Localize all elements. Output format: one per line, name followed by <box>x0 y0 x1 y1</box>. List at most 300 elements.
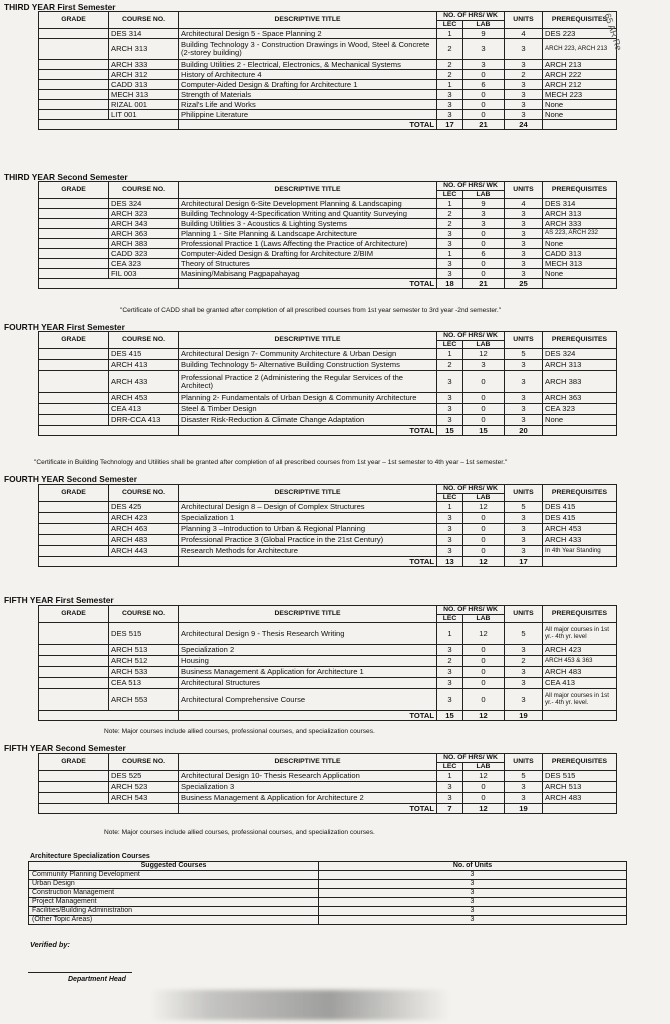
course-code: ARCH 533 <box>109 667 179 678</box>
course-title: Housing <box>179 656 437 667</box>
course-code: DRR-CCA 413 <box>109 415 179 426</box>
lab-hours: 0 <box>463 546 505 557</box>
course-row <box>39 199 617 209</box>
lec-hours: 2 <box>437 209 463 219</box>
course-code: ARCH 343 <box>109 219 179 229</box>
total-label: TOTAL <box>179 557 437 567</box>
grade-cell <box>39 110 109 120</box>
units-value: 3 <box>505 782 543 793</box>
course-title: Rizal's Life and Works <box>179 100 437 110</box>
total-blank-cell <box>39 557 179 567</box>
units-header: UNITS <box>505 12 543 29</box>
total-row <box>39 557 617 567</box>
course-row <box>39 623 617 645</box>
course-title: Research Methods for Architecture <box>179 546 437 557</box>
course-title: Architectural Design 7- Community Architecture & Urban Design <box>179 349 437 360</box>
prerequisite-value: ARCH 213 <box>543 60 617 70</box>
prerequisite-value: CEA 413 <box>543 678 617 689</box>
course-code: ARCH 543 <box>109 793 179 804</box>
lec-hours: 3 <box>437 90 463 100</box>
course-title: Specialization 3 <box>179 782 437 793</box>
lec-hours: 3 <box>437 259 463 269</box>
total-lab: 21 <box>463 279 505 289</box>
lec-hours: 3 <box>437 678 463 689</box>
lab-hours: 3 <box>463 39 505 60</box>
lab-hours: 12 <box>463 349 505 360</box>
course-code: ARCH 453 <box>109 393 179 404</box>
grade-cell <box>39 678 109 689</box>
prerequisite-value: CEA 323 <box>543 404 617 415</box>
course-title: Architectural Design 9 - Thesis Research Writing <box>179 623 437 645</box>
prerequisite-value: None <box>543 110 617 120</box>
grade-cell <box>39 249 109 259</box>
grade-cell <box>39 70 109 80</box>
prerequisites-header: PREREQUISITES <box>543 485 617 502</box>
semester-title: FOURTH YEAR Second Semester <box>4 474 137 484</box>
total-lec: 13 <box>437 557 463 567</box>
scan-smudge <box>150 990 450 1020</box>
course-title: Computer-Aided Design & Drafting for Architecture 2/BIM <box>179 249 437 259</box>
course-row <box>39 793 617 804</box>
prerequisite-value: ARCH 313 <box>543 209 617 219</box>
lab-hours: 0 <box>463 535 505 546</box>
grade-cell <box>39 393 109 404</box>
lec-hours: 1 <box>437 771 463 782</box>
course-table <box>38 11 617 130</box>
descriptive-title-header: DESCRIPTIVE TITLE <box>179 332 437 349</box>
grade-cell <box>39 219 109 229</box>
course-row <box>39 39 617 60</box>
total-lec: 15 <box>437 426 463 436</box>
specialization-units: 3 <box>319 916 627 925</box>
course-row <box>39 404 617 415</box>
course-code: ARCH 483 <box>109 535 179 546</box>
lec-hours: 3 <box>437 524 463 535</box>
lec-hours: 2 <box>437 39 463 60</box>
units-value: 3 <box>505 110 543 120</box>
course-row <box>39 502 617 513</box>
course-row <box>39 269 617 279</box>
prerequisites-header: PREREQUISITES <box>543 606 617 623</box>
specialization-row <box>29 907 627 916</box>
lab-header: LAB <box>463 190 505 199</box>
units-value: 4 <box>505 29 543 39</box>
lab-hours: 0 <box>463 793 505 804</box>
prerequisite-value: ARCH 223, ARCH 213 <box>543 39 617 60</box>
total-prereq-blank <box>543 120 617 130</box>
lab-header: LAB <box>463 762 505 771</box>
course-row <box>39 29 617 39</box>
lec-hours: 1 <box>437 623 463 645</box>
total-row <box>39 426 617 436</box>
total-prereq-blank <box>543 804 617 814</box>
total-blank-cell <box>39 279 179 289</box>
lab-hours: 0 <box>463 100 505 110</box>
lab-hours: 0 <box>463 239 505 249</box>
total-units: 19 <box>505 804 543 814</box>
course-row <box>39 546 617 557</box>
lec-header: LEC <box>437 340 463 349</box>
table-header-row <box>39 754 617 763</box>
lec-hours: 1 <box>437 249 463 259</box>
semester-note: "Certificate of CADD shall be granted after completion of all prescribed courses from 1st year semester to 3rd year -2nd semester." <box>120 307 502 314</box>
units-value: 3 <box>505 393 543 404</box>
prerequisite-value: ARCH 363 <box>543 393 617 404</box>
lec-hours: 3 <box>437 667 463 678</box>
lab-hours: 6 <box>463 249 505 259</box>
prerequisite-value: MECH 223 <box>543 90 617 100</box>
lab-header: LAB <box>463 614 505 623</box>
total-lec: 17 <box>437 120 463 130</box>
lab-hours: 12 <box>463 623 505 645</box>
lec-hours: 3 <box>437 793 463 804</box>
grade-cell <box>39 199 109 209</box>
prerequisite-value: DES 324 <box>543 349 617 360</box>
specialization-course-name: Community Planning Development <box>29 871 319 880</box>
course-row <box>39 678 617 689</box>
grade-cell <box>39 239 109 249</box>
lab-header: LAB <box>463 493 505 502</box>
lab-header: LAB <box>463 20 505 29</box>
lec-hours: 1 <box>437 29 463 39</box>
specialization-row <box>29 880 627 889</box>
prerequisites-header: PREREQUISITES <box>543 754 617 771</box>
lec-hours: 3 <box>437 269 463 279</box>
lab-hours: 3 <box>463 360 505 371</box>
lec-hours: 3 <box>437 371 463 393</box>
grade-cell <box>39 229 109 239</box>
grade-cell <box>39 793 109 804</box>
lab-hours: 0 <box>463 404 505 415</box>
course-row <box>39 80 617 90</box>
course-code: ARCH 323 <box>109 209 179 219</box>
course-title: Steel & Timber Design <box>179 404 437 415</box>
prerequisite-value: DES 415 <box>543 502 617 513</box>
total-prereq-blank <box>543 557 617 567</box>
hours-per-week-header: NO. OF HRS/ WK <box>437 485 505 494</box>
course-code: ARCH 333 <box>109 60 179 70</box>
course-code: DES 324 <box>109 199 179 209</box>
course-row <box>39 656 617 667</box>
course-title: Architectural Design 8 – Design of Complex Structures <box>179 502 437 513</box>
units-value: 3 <box>505 90 543 100</box>
units-value: 2 <box>505 656 543 667</box>
grade-cell <box>39 513 109 524</box>
total-blank-cell <box>39 426 179 436</box>
total-row <box>39 279 617 289</box>
units-value: 3 <box>505 209 543 219</box>
lec-hours: 2 <box>437 219 463 229</box>
descriptive-title-header: DESCRIPTIVE TITLE <box>179 182 437 199</box>
grade-cell <box>39 782 109 793</box>
semester-title: FIFTH YEAR First Semester <box>4 595 114 605</box>
course-title: Business Management & Application for Architecture 2 <box>179 793 437 804</box>
prerequisite-value: ARCH 483 <box>543 667 617 678</box>
units-value: 5 <box>505 349 543 360</box>
lab-hours: 3 <box>463 60 505 70</box>
hours-per-week-header: NO. OF HRS/ WK <box>437 182 505 191</box>
course-title: Theory of Structures <box>179 259 437 269</box>
units-value: 5 <box>505 502 543 513</box>
lab-hours: 3 <box>463 219 505 229</box>
course-code: ARCH 423 <box>109 513 179 524</box>
lab-hours: 0 <box>463 269 505 279</box>
grade-cell <box>39 371 109 393</box>
course-title: Building Technology 3 - Construction Drawings in Wood, Steel & Concrete (2-storey building) <box>179 39 437 60</box>
total-label: TOTAL <box>179 279 437 289</box>
lab-hours: 0 <box>463 393 505 404</box>
course-title: Architectural Design 6-Site Development Planning & Landscaping <box>179 199 437 209</box>
course-row <box>39 259 617 269</box>
specialization-units-header: No. of Units <box>319 862 627 871</box>
course-title: Specialization 1 <box>179 513 437 524</box>
units-header: UNITS <box>505 485 543 502</box>
prerequisite-value: ARCH 433 <box>543 535 617 546</box>
specialization-course-name: Construction Management <box>29 889 319 898</box>
lab-hours: 12 <box>463 771 505 782</box>
units-value: 3 <box>505 535 543 546</box>
units-value: 3 <box>505 60 543 70</box>
department-head-label: Department Head <box>68 976 126 983</box>
units-value: 3 <box>505 39 543 60</box>
specialization-row <box>29 898 627 907</box>
signature-line <box>28 972 132 973</box>
prerequisite-value: MECH 313 <box>543 259 617 269</box>
grade-cell <box>39 269 109 279</box>
prerequisite-value: ARCH 313 <box>543 360 617 371</box>
descriptive-title-header: DESCRIPTIVE TITLE <box>179 12 437 29</box>
semester-note: Note: Major courses include allied courses, professional courses, and specialization courses. <box>104 728 375 735</box>
hours-per-week-header: NO. OF HRS/ WK <box>437 606 505 615</box>
units-value: 5 <box>505 771 543 782</box>
course-title: Planning 1 - Site Planning & Landscape Architecture <box>179 229 437 239</box>
total-label: TOTAL <box>179 804 437 814</box>
table-header-row <box>39 485 617 494</box>
course-title: Professional Practice 2 (Administering the Regular Services of the Architect) <box>179 371 437 393</box>
units-value: 3 <box>505 546 543 557</box>
prerequisite-value: AS 223, ARCH 232 <box>543 229 617 239</box>
lab-hours: 0 <box>463 415 505 426</box>
lec-hours: 2 <box>437 656 463 667</box>
lab-hours: 0 <box>463 782 505 793</box>
lec-hours: 2 <box>437 70 463 80</box>
units-value: 3 <box>505 678 543 689</box>
specialization-course-name: Urban Design <box>29 880 319 889</box>
course-code: DES 314 <box>109 29 179 39</box>
total-lec: 18 <box>437 279 463 289</box>
lab-hours: 0 <box>463 667 505 678</box>
grade-cell <box>39 360 109 371</box>
grade-cell <box>39 524 109 535</box>
semester-title: THIRD YEAR Second Semester <box>4 172 128 182</box>
units-value: 3 <box>505 219 543 229</box>
course-row <box>39 60 617 70</box>
prerequisites-header: PREREQUISITES <box>543 12 617 29</box>
units-value: 3 <box>505 513 543 524</box>
grade-cell <box>39 209 109 219</box>
units-value: 3 <box>505 404 543 415</box>
course-title: Masining/Mabisang Pagpapahayag <box>179 269 437 279</box>
grade-cell <box>39 60 109 70</box>
lec-hours: 3 <box>437 415 463 426</box>
grade-cell <box>39 415 109 426</box>
lec-hours: 3 <box>437 535 463 546</box>
course-title: Architectural Design 5 - Space Planning 2 <box>179 29 437 39</box>
total-blank-cell <box>39 120 179 130</box>
units-value: 3 <box>505 100 543 110</box>
lec-header: LEC <box>437 20 463 29</box>
grade-cell <box>39 100 109 110</box>
units-value: 3 <box>505 415 543 426</box>
prerequisite-value: ARCH 383 <box>543 371 617 393</box>
course-row <box>39 100 617 110</box>
course-code: ARCH 523 <box>109 782 179 793</box>
course-title: Philippine Literature <box>179 110 437 120</box>
course-code: ARCH 363 <box>109 229 179 239</box>
course-row <box>39 371 617 393</box>
grade-cell <box>39 667 109 678</box>
course-no-header: COURSE NO. <box>109 332 179 349</box>
course-row <box>39 249 617 259</box>
prerequisite-value: In 4th Year Standing <box>543 546 617 557</box>
course-no-header: COURSE NO. <box>109 12 179 29</box>
grade-cell <box>39 771 109 782</box>
course-table <box>38 181 617 289</box>
course-table <box>38 753 617 814</box>
grade-header: GRADE <box>39 332 109 349</box>
course-code: ARCH 383 <box>109 239 179 249</box>
total-lab: 21 <box>463 120 505 130</box>
specialization-row <box>29 889 627 898</box>
lec-hours: 3 <box>437 513 463 524</box>
specialization-course-name: (Other Topic Areas) <box>29 916 319 925</box>
course-code: CEA 413 <box>109 404 179 415</box>
course-title: Professional Practice 3 (Global Practice in the 21st Century) <box>179 535 437 546</box>
course-title: Business Management & Application for Architecture 1 <box>179 667 437 678</box>
course-no-header: COURSE NO. <box>109 485 179 502</box>
units-value: 3 <box>505 793 543 804</box>
lec-hours: 3 <box>437 546 463 557</box>
units-value: 3 <box>505 229 543 239</box>
lec-header: LEC <box>437 614 463 623</box>
course-code: CEA 323 <box>109 259 179 269</box>
lec-hours: 1 <box>437 502 463 513</box>
units-value: 3 <box>505 667 543 678</box>
units-value: 3 <box>505 239 543 249</box>
course-code: CEA 513 <box>109 678 179 689</box>
grade-cell <box>39 689 109 711</box>
lec-hours: 2 <box>437 360 463 371</box>
lec-hours: 3 <box>437 110 463 120</box>
grade-header: GRADE <box>39 754 109 771</box>
grade-header: GRADE <box>39 485 109 502</box>
course-table <box>38 331 617 436</box>
total-label: TOTAL <box>179 711 437 721</box>
units-value: 3 <box>505 524 543 535</box>
specialization-row <box>29 916 627 925</box>
total-prereq-blank <box>543 279 617 289</box>
total-blank-cell <box>39 711 179 721</box>
course-title: Building Utilities 2 - Electrical, Electronics, & Mechanical Systems <box>179 60 437 70</box>
grade-cell <box>39 546 109 557</box>
prerequisite-value: DES 314 <box>543 199 617 209</box>
total-label: TOTAL <box>179 120 437 130</box>
total-lab: 12 <box>463 557 505 567</box>
course-code: ARCH 512 <box>109 656 179 667</box>
table-header-row <box>39 332 617 341</box>
total-lec: 7 <box>437 804 463 814</box>
lab-hours: 0 <box>463 90 505 100</box>
specialization-title: Architecture Specialization Courses <box>30 853 150 860</box>
semester-note: Note: Major courses include allied courses, professional courses, and specialization courses. <box>104 829 375 836</box>
course-code: ARCH 433 <box>109 371 179 393</box>
lab-hours: 0 <box>463 110 505 120</box>
course-row <box>39 110 617 120</box>
lec-hours: 1 <box>437 80 463 90</box>
course-row <box>39 689 617 711</box>
units-value: 3 <box>505 269 543 279</box>
course-code: ARCH 313 <box>109 39 179 60</box>
specialization-course-name: Project Management <box>29 898 319 907</box>
lab-hours: 0 <box>463 513 505 524</box>
grade-header: GRADE <box>39 12 109 29</box>
prerequisite-value: ARCH 423 <box>543 645 617 656</box>
units-value: 5 <box>505 623 543 645</box>
units-value: 3 <box>505 371 543 393</box>
lab-hours: 0 <box>463 229 505 239</box>
course-row <box>39 524 617 535</box>
grade-cell <box>39 39 109 60</box>
course-row <box>39 771 617 782</box>
total-row <box>39 804 617 814</box>
course-code: CADD 313 <box>109 80 179 90</box>
course-code: ARCH 443 <box>109 546 179 557</box>
grade-header: GRADE <box>39 182 109 199</box>
course-title: Computer-Aided Design & Drafting for Architecture 1 <box>179 80 437 90</box>
lec-header: LEC <box>437 493 463 502</box>
course-code: ARCH 312 <box>109 70 179 80</box>
course-row <box>39 229 617 239</box>
course-title: Disaster Risk-Reduction & Climate Change Adaptation <box>179 415 437 426</box>
grade-cell <box>39 656 109 667</box>
course-title: Architectural Structures <box>179 678 437 689</box>
lec-hours: 1 <box>437 349 463 360</box>
grade-header: GRADE <box>39 606 109 623</box>
units-header: UNITS <box>505 182 543 199</box>
course-code: ARCH 553 <box>109 689 179 711</box>
semester-title: FIFTH YEAR Second Semester <box>4 743 126 753</box>
semester-title: FOURTH YEAR First Semester <box>4 322 125 332</box>
units-value: 3 <box>505 689 543 711</box>
total-units: 19 <box>505 711 543 721</box>
course-no-header: COURSE NO. <box>109 754 179 771</box>
prerequisite-value: All major courses in 1st yr.- 4th yr. level. <box>543 689 617 711</box>
table-header-row <box>39 12 617 21</box>
prerequisite-value: ARCH 222 <box>543 70 617 80</box>
course-code: LIT 001 <box>109 110 179 120</box>
grade-cell <box>39 349 109 360</box>
total-lab: 12 <box>463 804 505 814</box>
lec-hours: 3 <box>437 404 463 415</box>
units-header: UNITS <box>505 754 543 771</box>
grade-cell <box>39 623 109 645</box>
total-prereq-blank <box>543 711 617 721</box>
grade-cell <box>39 502 109 513</box>
received-stamp: 65 AR Re <box>602 12 624 52</box>
units-header: UNITS <box>505 606 543 623</box>
course-code: CADD 323 <box>109 249 179 259</box>
course-row <box>39 667 617 678</box>
